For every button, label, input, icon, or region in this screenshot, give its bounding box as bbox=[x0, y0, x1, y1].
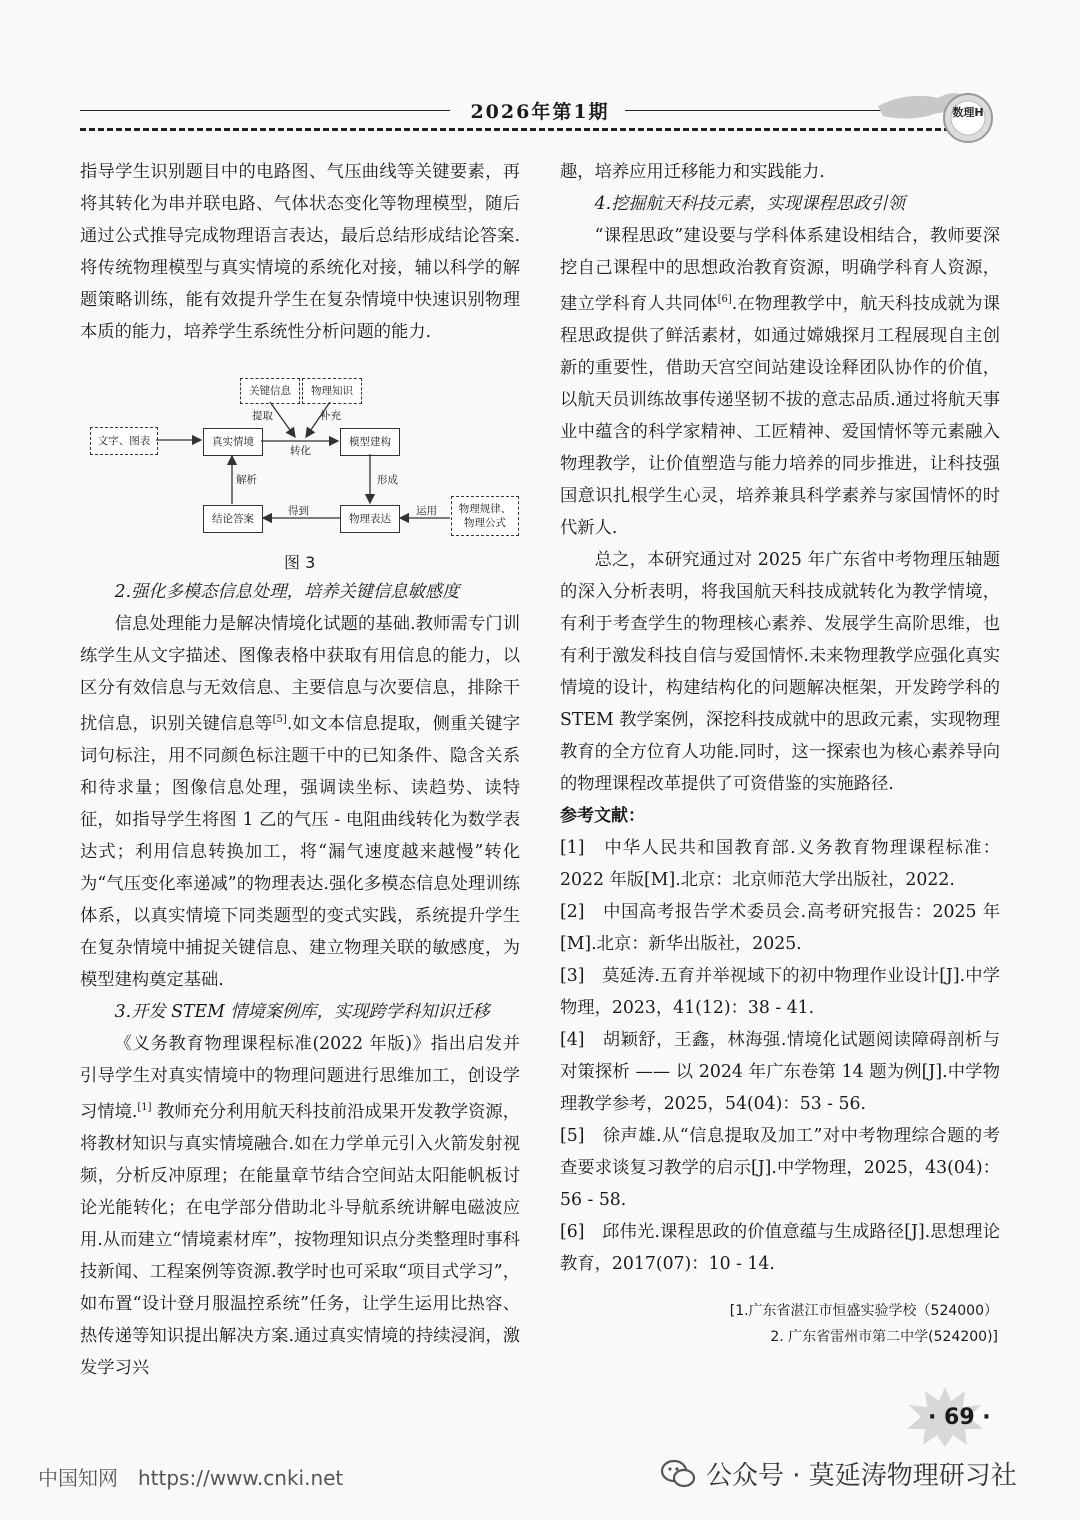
affiliation-1: [1.广东省湛江市恒盛实验学校（524000） bbox=[729, 1303, 998, 1319]
reference-item: [2] 中国高考报告学术委员会.高考研究报告：2025 年[M].北京：新华出版社，2025. bbox=[560, 901, 1000, 954]
arrow-keyinfo-down bbox=[270, 402, 295, 437]
summary-paragraph: 总之，本研究通过对 2025 年广东省中考物理压轴题的深入分析表明，将我国航天科技成就转化为教学情境，有利于考查学生的物理核心素养、发展学生高阶思维，也有利于激发科技自信与爱国情怀.未来物理教学应强化真实情境的设计，构建结构化的问题解决框架，开发跨学科的 STEM 教学案例，深挖科技成就中的思政元素，实现物理教育的全方位育人功能.同时，这一探索也为核心素养导向的物理课程改革提供了可资借鉴的实施路径. bbox=[560, 549, 1000, 794]
s2-text-a: 信息处理能力是解决情境化试题的基础.教师需专门训练学生从文字描述、图像表格中获取有用信息的能力，以区分有效信息与无效信息、主要信息与次要信息，排除干扰信息，识别关键信息等 bbox=[80, 614, 520, 734]
references-title: 参考文献： bbox=[560, 805, 645, 826]
node-real-situation: 真实情境 bbox=[203, 428, 263, 456]
wechat-account-label: 公众号 · 莫延涛物理研习社 bbox=[706, 1461, 1017, 1491]
section-4-title: 4.挖掘航天科技元素，实现课程思政引领 bbox=[594, 194, 905, 214]
right-column bbox=[560, 156, 1000, 1280]
figure-caption: 图 3 bbox=[284, 553, 316, 572]
s3-citation: [1] bbox=[137, 1101, 152, 1113]
reference-item: [3] 莫延涛.五育并举视域下的初中物理作业设计[J].中学物理，2023，41(12)：38 - 41. bbox=[560, 965, 1000, 1018]
edge-transform: 转化 bbox=[290, 445, 311, 457]
edge-extract: 提取 bbox=[252, 410, 273, 422]
s4-text-b: .在物理教学中，航天科技成就为课程思政提供了鲜活素材，如通过嫦娥探月工程展现自主创新的重要性，借助天宫空间站建设诠释团队协作的价值，以航天员训练故事传递坚韧不拔的意志品质.通过将航天事业中蕴含的科学家精神、工匠精神、爱国情怀等元素融入物理教学，让价值塑造与能力培养的同步推进，让科技强国意识扎根学生心灵，培养兼具科学素养与家国情怀的时代新人. bbox=[560, 293, 1000, 538]
left-intro bbox=[80, 156, 520, 348]
wechat-icon bbox=[660, 1459, 696, 1489]
section-2-paragraph bbox=[80, 608, 520, 996]
header-dashed-rule bbox=[80, 128, 950, 131]
page-number: · 69 · bbox=[928, 1405, 991, 1430]
edge-supplement: 补充 bbox=[320, 410, 341, 422]
s4-citation: [6] bbox=[717, 294, 732, 305]
reference-item: [1] 中华人民共和国教育部.义务教育物理课程标准：2022 年版[M].北京：北京师范大学出版社，2022. bbox=[560, 837, 1000, 890]
s3-text-b: 教师充分利用航天科技前沿成果开发教学资源，将教材知识与真实情境融合.如在力学单元引入火箭发射视频，分析反冲原理；在能量章节结合空间站太阳能帆板讨论光能转化；在电学部分借助北斗导航系统讲解电磁波应用.从而建立“情境素材库”，按物理知识点分类整理时事科技新闻、工程案例等资源.教学时也可采取“项目式学习”，如布置“设计登月服温控系统”任务，让学生运用比热容、热传递等知识提出解决方案.通过真实情境的持续浸润，激发学习兴 bbox=[80, 1101, 521, 1378]
issue-title: 2026年第1期 bbox=[470, 101, 610, 123]
reference-item: [4] 胡颖舒，王鑫，林海强.情境化试题阅读障碍剖析与对策探析 —— 以 2024 年广东卷第 14 题为例[J].中学物理教学参考，2025，54(04)：53 - 56. bbox=[560, 1029, 1000, 1114]
node-laws-line2: 物理公式 bbox=[464, 517, 506, 529]
reference-item: [5] 徐声雄.从“信息提取及加工”对中考物理综合题的考查要求谈复习教学的启示[J].中学物理，2025，43(04)：56 - 58. bbox=[560, 1125, 1000, 1210]
node-phys-expression: 物理表达 bbox=[340, 505, 400, 533]
node-conclusion: 结论答案 bbox=[203, 505, 263, 533]
header-rule-right bbox=[625, 110, 885, 111]
s2-text-b: .如文本信息提取，侧重关键字词句标注，用不同颜色标注题干中的已知条件、隐含关系和待求量；图像信息处理，强调读坐标、读趋势、读特征，如指导学生将图 1 乙的气压 - 电阻曲线转化为数学表达式；利用信息转换加工，将“漏气速度越来越慢”转化为“气压变化率递减”的物理表达.强化多模态信息处理训练体系，以真实情境下同类题型的变式实践，系统提升学生在复杂情境中捕捉关键信息、建立物理关联的敏感度，为模型建构奠定基础. bbox=[80, 713, 520, 990]
section-4-paragraph bbox=[560, 220, 1000, 544]
node-phys-knowledge: 物理知识 bbox=[302, 378, 362, 404]
journal-badge-icon bbox=[878, 86, 1008, 146]
section-2-title: 2.强化多模态信息处理，培养关键信息敏感度 bbox=[114, 582, 460, 602]
continuation-text: 趣，培养应用迁移能力和实践能力. bbox=[560, 162, 825, 182]
edge-apply: 运用 bbox=[416, 505, 437, 517]
edge-analyze: 解析 bbox=[236, 474, 257, 486]
node-laws-line1: 物理规律、 bbox=[458, 503, 512, 515]
cnki-watermark: 中国知网 https://www.cnki.net bbox=[38, 1466, 344, 1490]
node-text-chart: 文字、图表 bbox=[90, 427, 158, 455]
edge-form: 形成 bbox=[377, 474, 398, 486]
wechat-watermark bbox=[660, 1455, 1017, 1492]
section-3-title: 3.开发 STEM 情境案例库，实现跨学科知识迁移 bbox=[114, 1001, 490, 1022]
badge-text: 数理H bbox=[952, 106, 984, 119]
header-rule-left bbox=[80, 110, 450, 111]
left-body bbox=[80, 576, 520, 1384]
node-key-info: 关键信息 bbox=[240, 378, 300, 404]
s4-text-a: “课程思政”建设要与学科体系建设相结合，教师要深挖自己课程中的思想政治教育资源，明确学科育人资源，建立学科育人共同体 bbox=[560, 226, 1000, 314]
s2-citation: [5] bbox=[272, 714, 287, 725]
reference-item: [6] 邱伟光.课程思政的价值意蕴与生成路径[J].思想理论教育，2017(07)：10 - 14. bbox=[560, 1221, 1000, 1274]
s3-text-a: 《义务教育物理课程标准(2022 年版)》指出启发并引导学生对真实情境中的物理问题进行思维加工，创设学习情境. bbox=[80, 1033, 520, 1122]
intro-paragraph: 指导学生识别题目中的电路图、气压曲线等关键要素，再将其转化为串并联电路、气体状态变化等物理模型，随后通过公式推导完成物理语言表达，最后总结形成结论答案.将传统物理模型与真实情境的系统化对接，辅以科学的解题策略训练，能有效提升学生在复杂情境中快速识别物理本质的能力，培养学生系统性分析问题的能力. bbox=[80, 162, 520, 342]
node-model-build: 模型建构 bbox=[340, 428, 400, 456]
edge-get: 得到 bbox=[288, 505, 309, 517]
affiliation-2: 2. 广东省雷州市第二中学(524200)] bbox=[770, 1329, 998, 1345]
section-3-paragraph bbox=[80, 1028, 520, 1384]
figure-arrows bbox=[80, 370, 530, 550]
